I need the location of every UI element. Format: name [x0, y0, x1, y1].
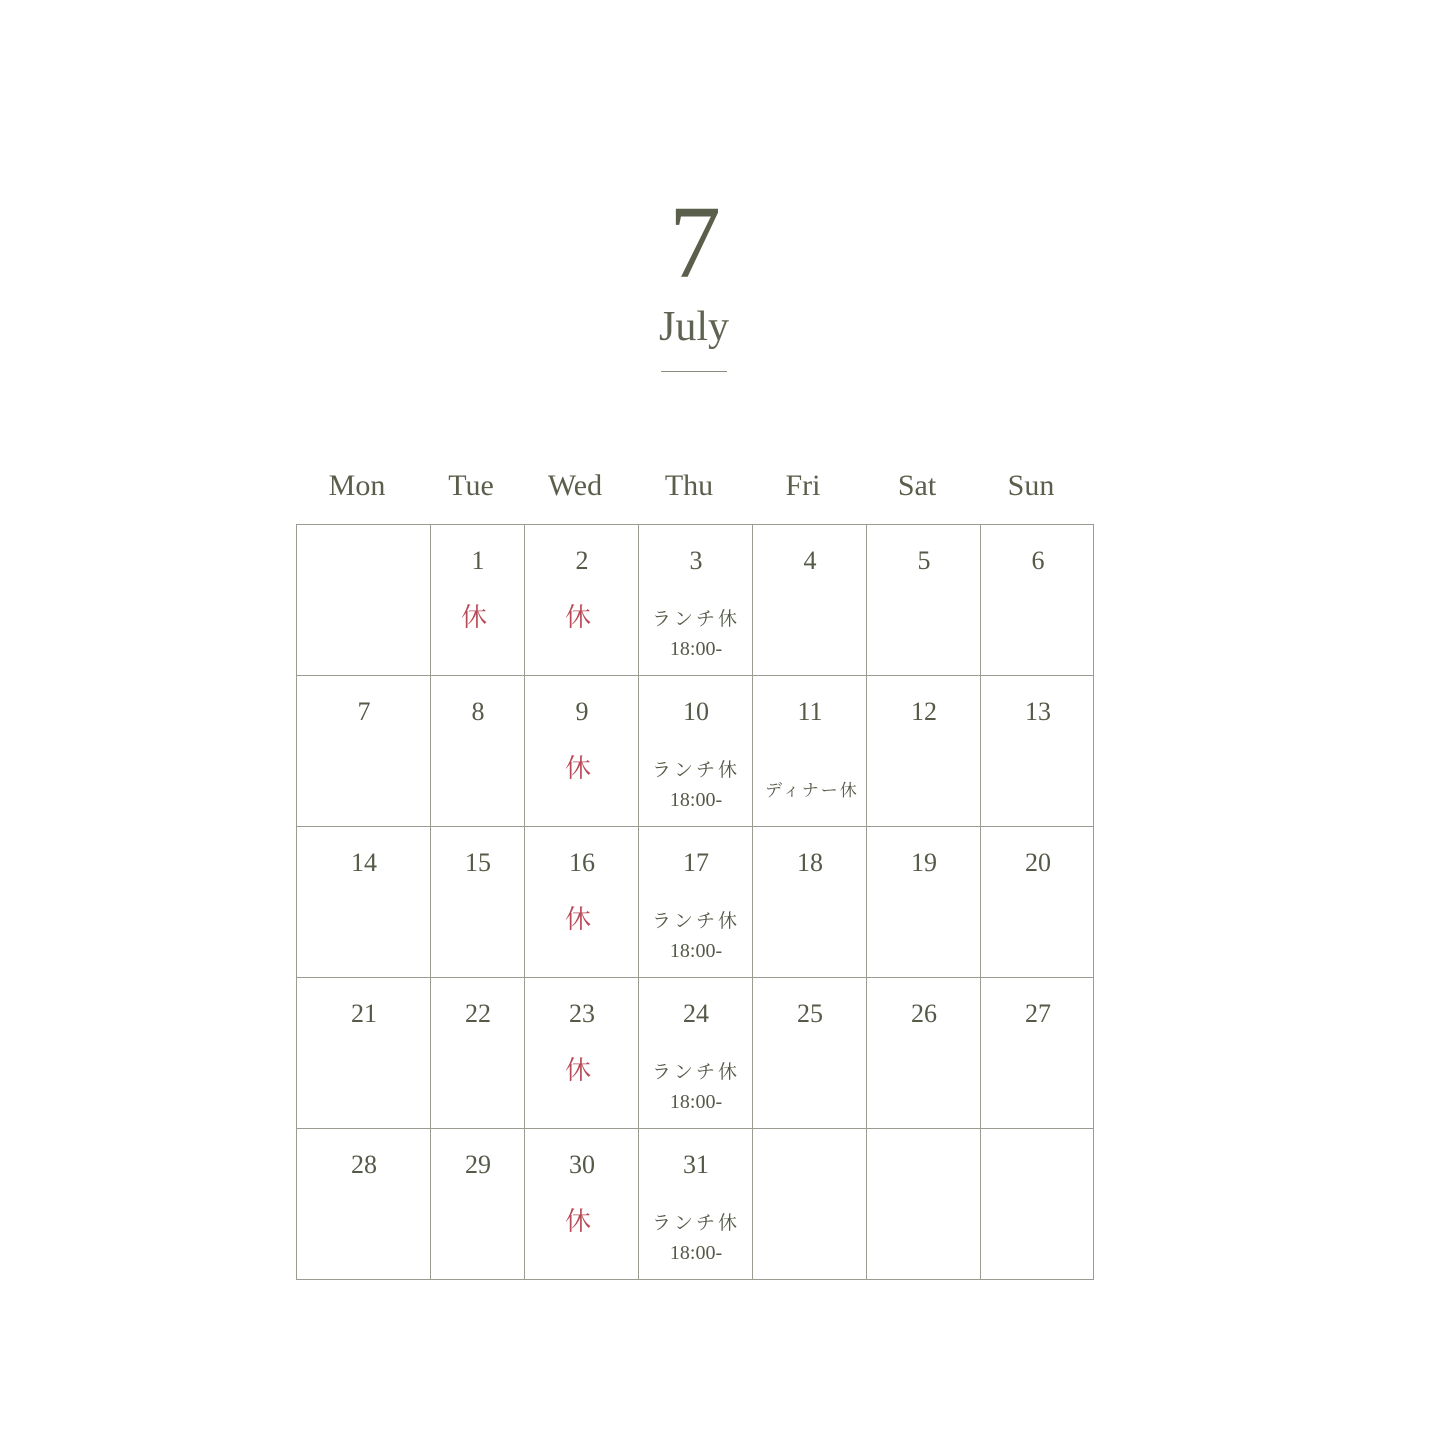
lunch-closed-note: ランチ休	[651, 1212, 740, 1234]
day-cell-18	[753, 827, 867, 978]
day-cell-15	[431, 827, 525, 978]
calendar-grid	[296, 524, 1094, 1280]
day-number: 18	[797, 848, 823, 877]
day-number: 2	[575, 546, 589, 575]
lunch-closed-note: ランチ休	[651, 608, 740, 630]
day-number: 14	[351, 848, 377, 877]
day-number: 17	[683, 848, 709, 877]
closed-marker: 休	[564, 603, 591, 633]
day-number: 12	[911, 697, 937, 726]
day-cell-5	[867, 525, 981, 676]
day-number: 19	[911, 848, 937, 877]
day-cell-6	[981, 525, 1095, 676]
weekday-thu: Thu	[664, 469, 714, 502]
day-number: 5	[917, 546, 931, 575]
day-number: 28	[351, 1150, 377, 1179]
day-cell-9	[525, 676, 639, 827]
empty-day-cell	[297, 525, 431, 676]
day-number: 20	[1025, 848, 1051, 877]
day-number: 9	[575, 697, 589, 726]
day-number: 29	[465, 1150, 491, 1179]
day-cell-23	[525, 978, 639, 1129]
opening-time-note: 18:00-	[669, 789, 723, 811]
day-number: 7	[357, 697, 371, 726]
day-number: 27	[1025, 999, 1051, 1028]
closed-marker: 休	[460, 603, 487, 633]
day-cell-19	[867, 827, 981, 978]
day-cell-17	[639, 827, 753, 978]
day-number: 4	[803, 546, 817, 575]
day-number: 1	[471, 546, 485, 575]
opening-time-note: 18:00-	[669, 638, 723, 660]
opening-time-note: 18:00-	[669, 1242, 723, 1264]
opening-time-note: 18:00-	[669, 940, 723, 962]
closed-marker: 休	[564, 1207, 591, 1237]
day-cell-10	[639, 676, 753, 827]
day-cell-2	[525, 525, 639, 676]
lunch-closed-note: ランチ休	[651, 759, 740, 781]
day-number: 25	[797, 999, 823, 1028]
opening-time-note: 18:00-	[669, 1091, 723, 1113]
weekday-sun: Sun	[1007, 469, 1055, 502]
day-cell-25	[753, 978, 867, 1129]
day-number: 16	[569, 848, 595, 877]
day-cell-28	[297, 1129, 431, 1281]
day-cell-13	[981, 676, 1095, 827]
day-cell-24	[639, 978, 753, 1129]
day-number: 23	[569, 999, 595, 1028]
day-cell-22	[431, 978, 525, 1129]
day-number: 24	[683, 999, 709, 1028]
day-cell-31	[639, 1129, 753, 1281]
day-number: 26	[911, 999, 937, 1028]
month-name: July	[658, 304, 729, 350]
weekday-fri: Fri	[785, 469, 821, 502]
month-number: 7	[669, 185, 721, 300]
weekday-sat: Sat	[897, 469, 937, 502]
day-cell-26	[867, 978, 981, 1129]
day-cell-12	[867, 676, 981, 827]
day-number: 22	[465, 999, 491, 1028]
lunch-closed-note: ランチ休	[651, 910, 740, 932]
day-cell-29	[431, 1129, 525, 1281]
weekday-header-row	[0, 463, 1440, 509]
day-cell-20	[981, 827, 1095, 978]
day-number: 3	[689, 546, 703, 575]
empty-day-cell	[981, 1129, 1095, 1281]
day-cell-30	[525, 1129, 639, 1281]
closed-marker: 休	[564, 754, 591, 784]
day-cell-21	[297, 978, 431, 1129]
day-number: 6	[1031, 546, 1045, 575]
day-cell-1	[431, 525, 525, 676]
weekday-tue: Tue	[448, 469, 494, 502]
day-cell-27	[981, 978, 1095, 1129]
day-cell-7	[297, 676, 431, 827]
day-number: 31	[683, 1150, 709, 1179]
dinner-closed-note: ディナー休	[765, 781, 859, 801]
empty-day-cell	[867, 1129, 981, 1281]
day-number: 21	[351, 999, 377, 1028]
day-cell-3	[639, 525, 753, 676]
day-cell-4	[753, 525, 867, 676]
day-number: 15	[465, 848, 491, 877]
day-number: 13	[1025, 697, 1051, 726]
day-cell-8	[431, 676, 525, 827]
closed-marker: 休	[564, 905, 591, 935]
day-number: 30	[569, 1150, 595, 1179]
day-number: 8	[471, 697, 485, 726]
day-number: 10	[683, 697, 709, 726]
weekday-mon: Mon	[328, 469, 386, 502]
day-cell-14	[297, 827, 431, 978]
day-cell-16	[525, 827, 639, 978]
day-cell-11	[753, 676, 867, 827]
day-number: 11	[797, 697, 823, 726]
weekday-wed: Wed	[547, 469, 603, 502]
title-divider	[661, 371, 727, 372]
empty-day-cell	[753, 1129, 867, 1281]
closed-marker: 休	[564, 1056, 591, 1086]
lunch-closed-note: ランチ休	[651, 1061, 740, 1083]
